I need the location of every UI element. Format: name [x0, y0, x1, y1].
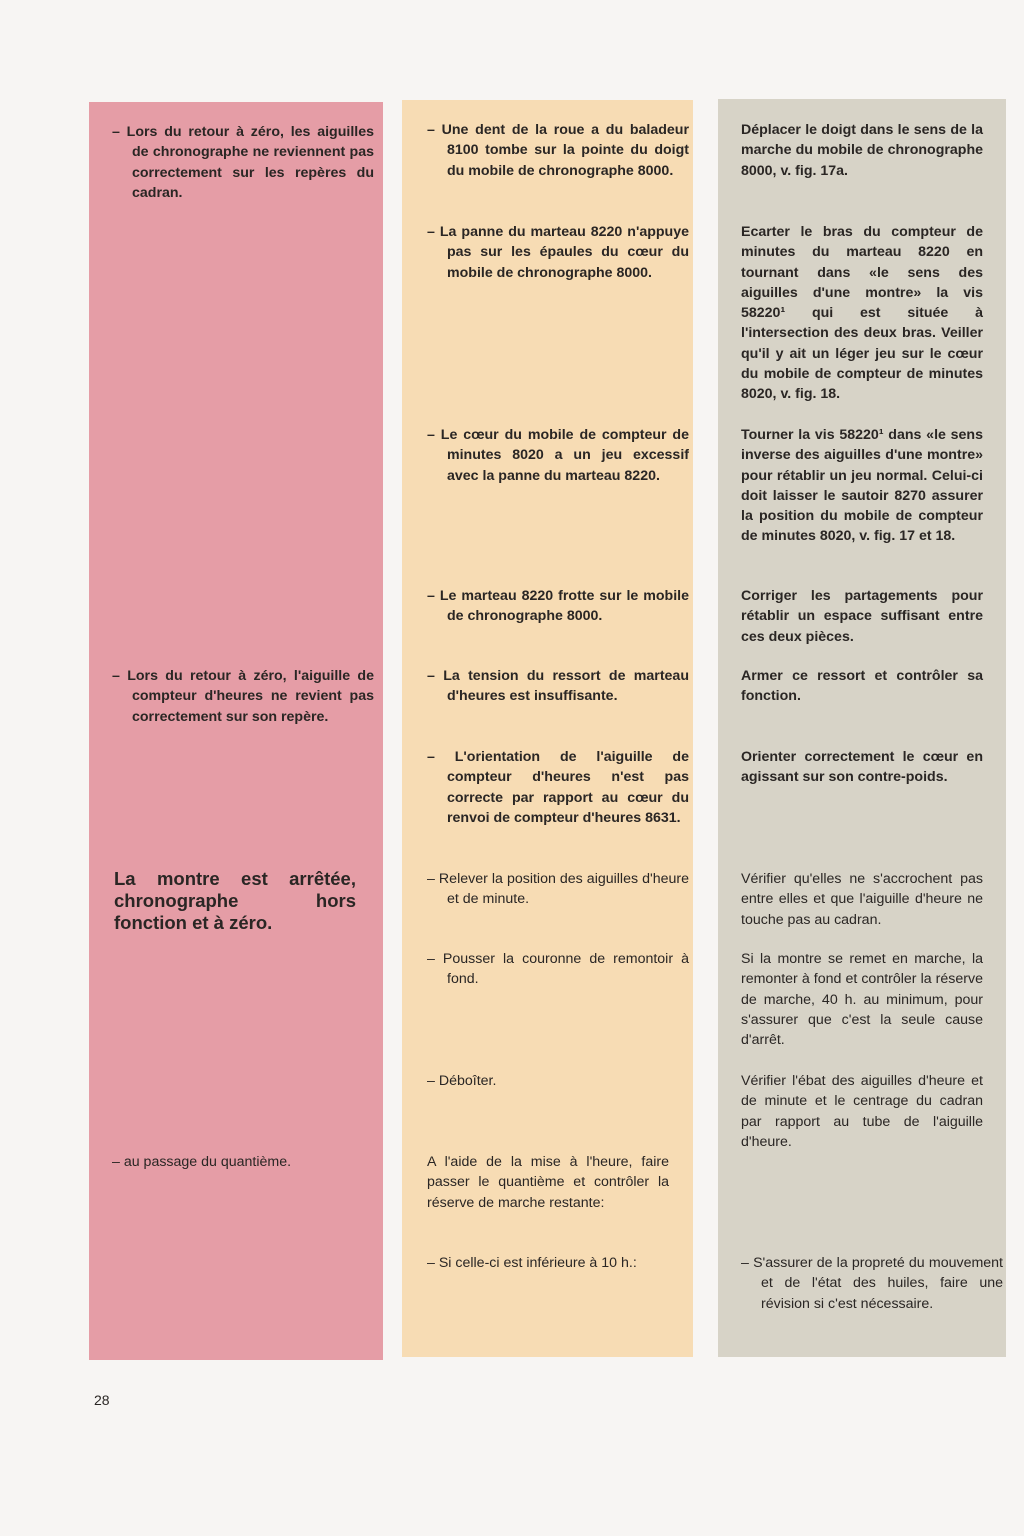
symptom-item: – Lors du retour à zéro, les aiguilles de chronographe ne reviennent pas correctement sur les repères du cadran. [112, 124, 374, 201]
remedy-item: – S'assurer de la propreté du mouvement et de l'état des huiles, faire une révision si c'est nécessaire. [741, 1255, 1003, 1312]
remedy-item: Ecarter le bras du compteur de minutes du marteau 8220 en tournant dans «le sens des aiguilles d'une montre» la vis 58220¹ qui est située à l'intersection des deux bras. Veiller qu'il y ait un léger jeu sur le cœur du mobile de compteur de minutes 8020, v. fig. 18. [741, 224, 983, 403]
cause-item: – Relever la position des aiguilles d'heure et de minute. [427, 871, 689, 908]
symptom-item: – au passage du quantième. [112, 1154, 292, 1170]
remedy-item: Déplacer le doigt dans le sens de la marche du mobile de chronographe 8000, v. fig. 17a. [741, 122, 983, 179]
cause-item: – Le cœur du mobile de compteur de minutes 8020 a un jeu excessif avec la panne du marteau 8220. [427, 427, 689, 484]
cause-item: – L'orientation de l'aiguille de compteur d'heures n'est pas correcte par rapport au cœur du renvoi de compteur d'heures 8631. [427, 749, 689, 826]
symptom-item: – Lors du retour à zéro, l'aiguille de compteur d'heures ne revient pas correctement sur son repère. [112, 668, 374, 725]
remedy-item: Orienter correctement le cœur en agissant sur son contre-poids. [741, 749, 983, 786]
cause-item: – Pousser la couronne de remontoir à fond. [427, 951, 689, 988]
remedy-item: Si la montre se remet en marche, la remonter à fond et contrôler la réserve de marche, 40 h. au minimum, pour s'assurer que c'est la seule cause d'arrêt. [741, 951, 983, 1049]
remedy-item: Corriger les partagements pour rétablir un espace suffisant entre ces deux pièces. [741, 588, 983, 645]
cause-item: – La tension du ressort de marteau d'heures est insuffisante. [427, 668, 689, 705]
cause-item: – La panne du marteau 8220 n'appuye pas sur les épaules du cœur du mobile de chronographe 8000. [427, 224, 689, 281]
remedy-item: Armer ce ressort et contrôler sa fonction. [741, 668, 983, 705]
cause-item: – Déboîter. [427, 1073, 497, 1089]
remedy-item: Tourner la vis 58220¹ dans «le sens inverse des aiguilles d'une montre» pour rétablir un jeu normal. Celui-ci doit laisser le sautoir 8270 assurer la position du mobile de compteur de minutes 8020, v. fig. 17 et 18. [741, 427, 983, 545]
remedy-item: Vérifier l'ébat des aiguilles d'heure et de minute et le centrage du cadran par rapport au tube de l'aiguille d'heure. [741, 1073, 983, 1150]
page-number: 28 [94, 1392, 110, 1408]
remedy-item: Vérifier qu'elles ne s'accrochent pas entre elles et que l'aiguille d'heure ne touche pas au cadran. [741, 871, 983, 928]
cause-item: – Le marteau 8220 frotte sur le mobile de chronographe 8000. [427, 588, 689, 625]
cause-item: – Si celle-ci est inférieure à 10 h.: [427, 1255, 637, 1271]
cause-item: A l'aide de la mise à l'heure, faire passer le quantième et contrôler la réserve de marche restante: [427, 1154, 669, 1211]
section-heading: La montre est arrêtée, chronographe hors fonction et à zéro. [114, 868, 356, 933]
cause-item: – Une dent de la roue a du baladeur 8100 tombe sur la pointe du doigt du mobile de chronographe 8000. [427, 122, 689, 179]
